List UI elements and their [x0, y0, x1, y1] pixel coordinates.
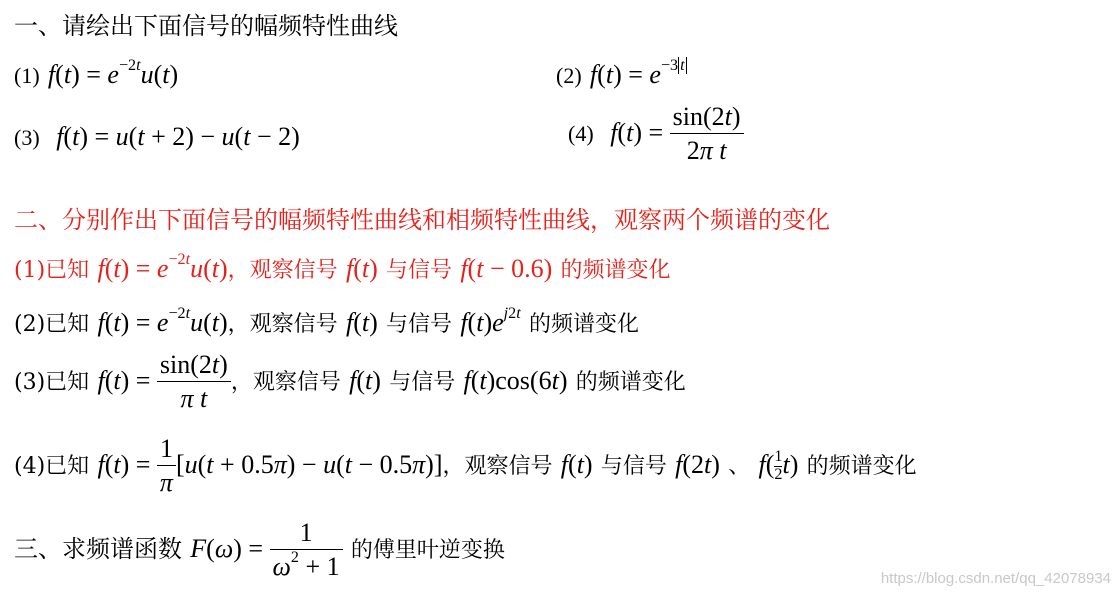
section1-item-2: (2) $f(t) = e^{-3 t}$: [556, 57, 685, 89]
section1-item-3: (3) f(t) = u(t + 2) − u(t − 2): [14, 122, 300, 151]
item-number: (4): [568, 121, 594, 146]
fraction: $\frac{1}{\pi}$: [157, 436, 176, 496]
section3-tail: 的傅里叶逆变换: [350, 538, 505, 563]
fraction: $\frac{1}{\omega^2 + 1}$: [270, 520, 343, 580]
section2-item-1: (1)已知 $f(t) = e^{-2t}u(t)$，观察信号 f(t) 与信号 f(t − 0.6) 的频谱变化: [14, 251, 671, 283]
item-number: (2): [556, 63, 582, 88]
section2-heading: 二、分别作出下面信号的幅频特性曲线和相频特性曲线，观察两个频谱的变化: [14, 206, 830, 234]
section2-item-3: (3)已知 f(t) = $\frac{\sin(2t)}{\text{π t}}$ ，观察信号 f(t) 与信号 f(t)cos(6t) 的频谱变化: [14, 350, 686, 413]
item-number: (3): [14, 125, 40, 150]
item-number: (1): [14, 63, 40, 88]
fraction: $\frac{\sin(2t)}{\text{2π t}}$: [670, 104, 744, 164]
section2-item-4: (4)已知 f(t) = $\frac{1}{\pi}$ [u(t + 0.5π) − u(t − 0.5π)]，观察信号 f(t) 与信号 f(2t) 、 f( $\frac{1}{2}$ t) 的频谱变化: [14, 434, 917, 497]
section1-heading: 一、请绘出下面信号的幅频特性曲线: [14, 12, 398, 40]
section1-item-4: (4) f(t) = $\frac{\sin(2t)}{\text{2π t}}$: [568, 104, 744, 164]
section2-item-2: (2)已知 $f(t) = e^{-2t}u(t)$，观察信号 f(t) 与信号 $f(t)e^{j2t}$ 的频谱变化: [14, 305, 639, 337]
watermark: https://blog.csdn.net/qq_42078934: [880, 570, 1111, 587]
section3-line: 三、求频谱函数 F(ω) = $\frac{1}{\omega^2 + 1}$ 的傅里叶逆变换: [14, 518, 505, 581]
section3-heading: 三、求频谱函数: [14, 535, 182, 563]
section1-item-1: (1) $f(t) = e^{-2t}u(t)$: [14, 57, 179, 89]
fraction: $\frac{\sin(2t)}{\text{π t}}$: [157, 352, 231, 412]
